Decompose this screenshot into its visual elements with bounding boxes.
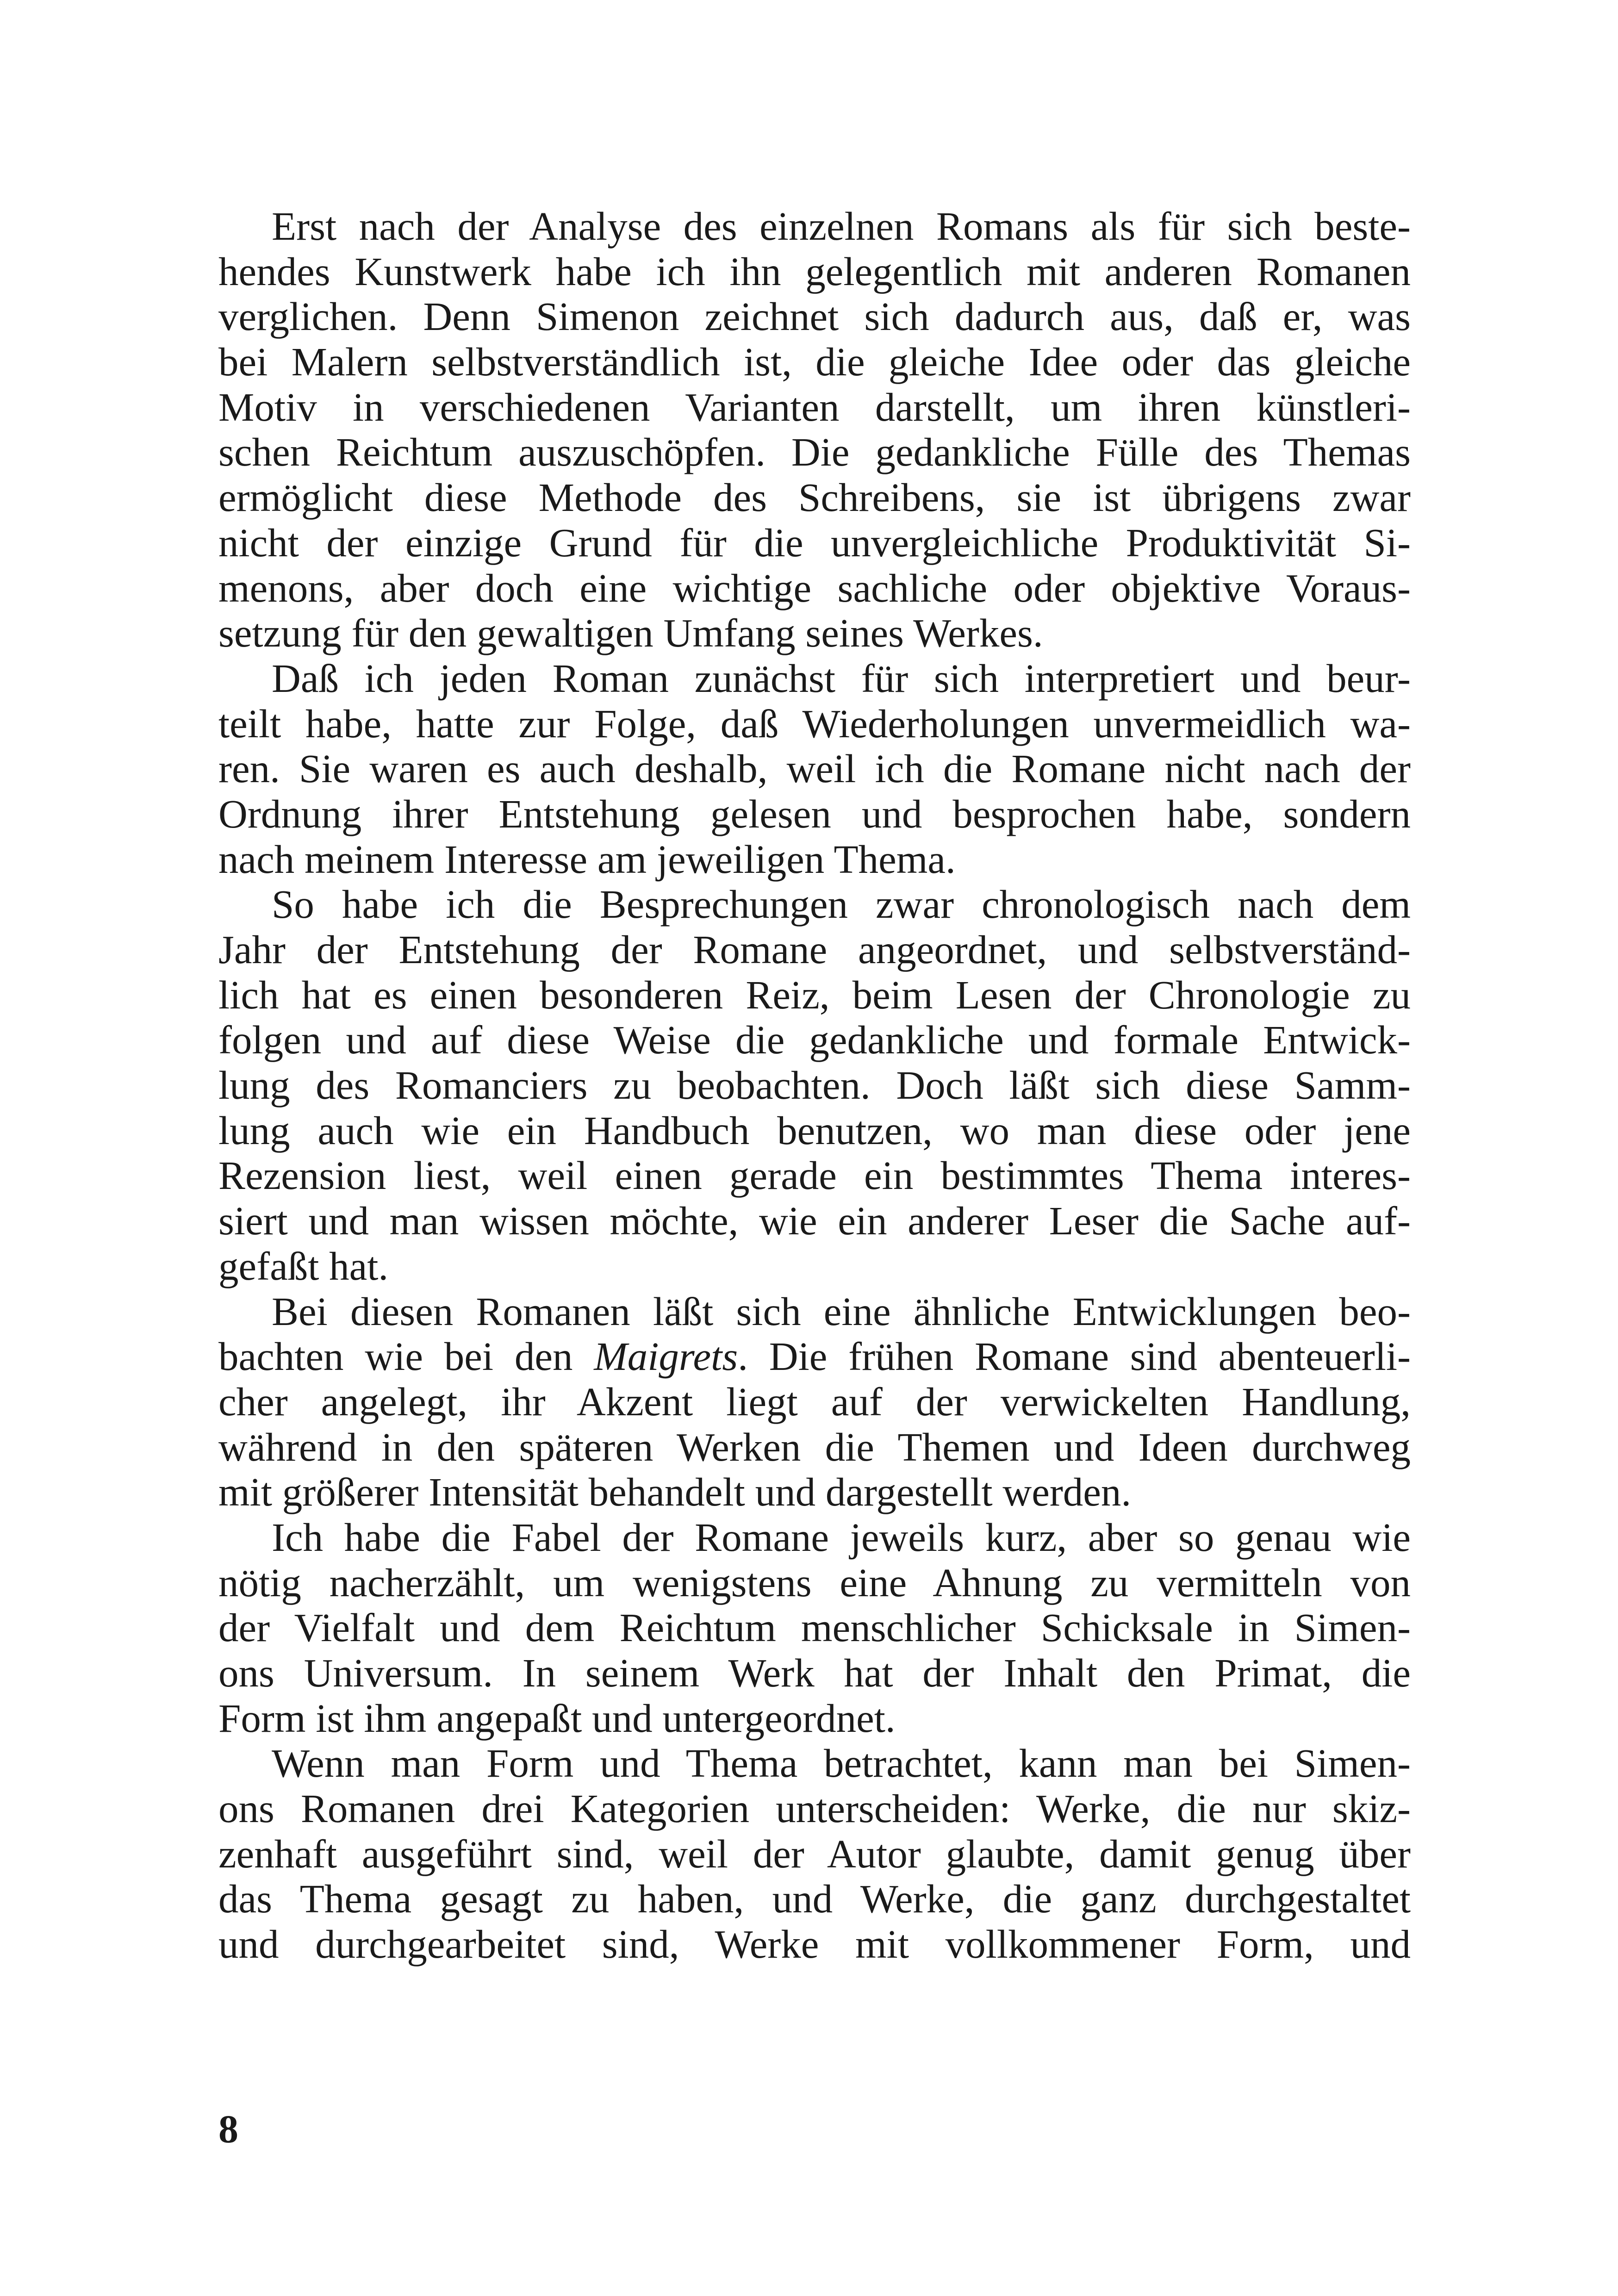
text-line: Motiv in verschiedenen Varianten darstellt, um ihren künstleri- [218, 384, 1411, 429]
text-line: Form ist ihm angepaßt und untergeordnet. [218, 1695, 896, 1741]
body-text [218, 204, 1411, 1967]
text-line: Wenn man Form und Thema betrachtet, kann man bei Simen- [272, 1741, 1411, 1786]
text-line: gefaßt hat. [218, 1243, 389, 1288]
text-segment: . Die frühen Romane sind abenteuerli- [738, 1334, 1411, 1379]
text-line: während in den späteren Werken die Themen und Ideen durchweg [218, 1424, 1411, 1469]
text-line: ons Romanen drei Kategorien unterscheiden: Werke, die nur skiz- [218, 1786, 1411, 1831]
text-line: ons Universum. In seinem Werk hat der Inhalt den Primat, die [218, 1650, 1411, 1695]
page-number: 8 [218, 2107, 238, 2151]
text-line: schen Reichtum auszuschöpfen. Die gedankliche Fülle des Themas [218, 429, 1411, 475]
text-line: siert und man wissen möchte, wie ein anderer Leser die Sache auf- [218, 1198, 1411, 1244]
text-line: setzung für den gewaltigen Umfang seines Werkes. [218, 610, 1043, 656]
text-line: nach meinem Interesse am jeweiligen Thema. [218, 836, 956, 882]
text-line: lung auch wie ein Handbuch benutzen, wo man diese oder jene [218, 1108, 1411, 1153]
text-line: lung des Romanciers zu beobachten. Doch läßt sich diese Samm- [218, 1063, 1411, 1108]
text-line: ren. Sie waren es auch deshalb, weil ich die Romane nicht nach der [218, 746, 1411, 791]
text-line: Rezension liest, weil einen gerade ein bestimmtes Thema interes- [218, 1153, 1411, 1198]
text-segment: bachten wie bei den [218, 1334, 594, 1379]
text-line: folgen und auf diese Weise die gedankliche und formale Entwick- [218, 1017, 1411, 1063]
text-line: zenhaft ausgeführt sind, weil der Autor glaubte, damit genug über [218, 1831, 1411, 1876]
text-line: das Thema gesagt zu haben, und Werke, die ganz durchgestaltet [218, 1876, 1411, 1922]
text-line: ermöglicht diese Methode des Schreibens, sie ist übrigens zwar [218, 475, 1411, 520]
text-line: Ich habe die Fabel der Romane jeweils kurz, aber so genau wie [272, 1514, 1411, 1560]
text-line: Bei diesen Romanen läßt sich eine ähnliche Entwicklungen beo- [272, 1288, 1411, 1334]
text-line: Erst nach der Analyse des einzelnen Romans als für sich beste- [272, 204, 1411, 249]
text-line: mit größerer Intensität behandelt und dargestellt werden. [218, 1469, 1132, 1515]
text-line [218, 1334, 1411, 1379]
text-line: bei Malern selbstverständlich ist, die gleiche Idee oder das gleiche [218, 339, 1411, 385]
text-line: und durchgearbeitet sind, Werke mit vollkommener Form, und [218, 1922, 1411, 1967]
text-line: So habe ich die Besprechungen zwar chronologisch nach dem [272, 882, 1411, 927]
italic-title: Maigrets [594, 1334, 738, 1379]
text-line: nicht der einzige Grund für die unvergleichliche Produktivität Si- [218, 520, 1411, 565]
text-line: Daß ich jeden Roman zunächst für sich interpretiert und beur- [272, 655, 1411, 701]
text-line: hendes Kunstwerk habe ich ihn gelegentlich mit anderen Romanen [218, 249, 1411, 294]
text-line: verglichen. Denn Simenon zeichnet sich dadurch aus, daß er, was [218, 294, 1411, 339]
text-line: nötig nacherzählt, um wenigstens eine Ahnung zu vermitteln von [218, 1560, 1411, 1605]
text-line: cher angelegt, ihr Akzent liegt auf der verwickelten Handlung, [218, 1379, 1411, 1424]
text-line: Jahr der Entstehung der Romane angeordnet, und selbstverständ- [218, 927, 1411, 972]
text-line: menons, aber doch eine wichtige sachliche oder objektive Voraus- [218, 565, 1411, 610]
text-line: lich hat es einen besonderen Reiz, beim Lesen der Chronologie zu [218, 972, 1411, 1017]
text-line: der Vielfalt und dem Reichtum menschlicher Schicksale in Simen- [218, 1605, 1411, 1650]
text-line: Ordnung ihrer Entstehung gelesen und besprochen habe, sondern [218, 791, 1411, 836]
text-line: teilt habe, hatte zur Folge, daß Wiederholungen unvermeidlich wa- [218, 701, 1411, 746]
